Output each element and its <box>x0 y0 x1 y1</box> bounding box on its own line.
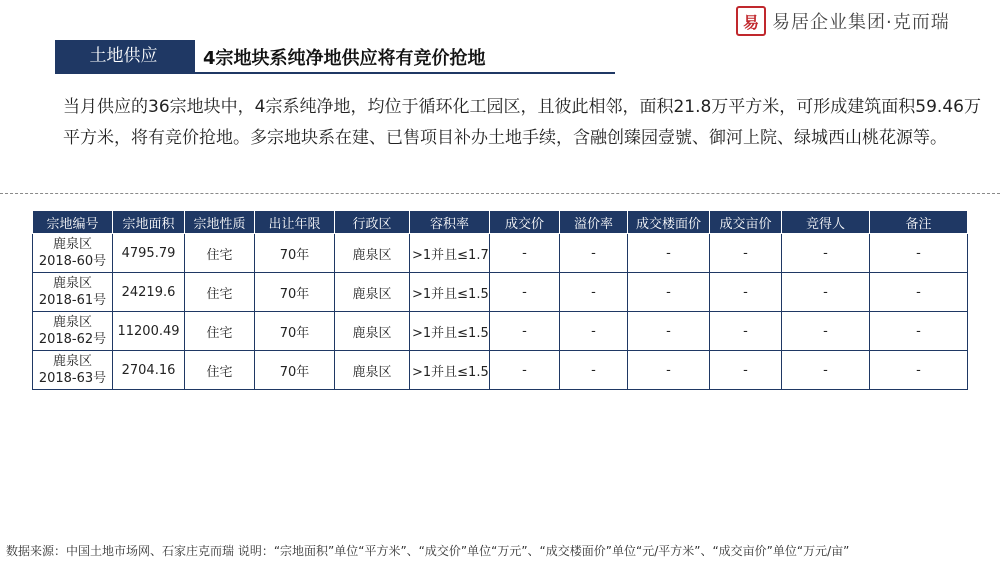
cell-winner: - <box>782 273 870 312</box>
cell-district: 鹿泉区 <box>335 351 410 390</box>
cell-land-use: 住宅 <box>185 234 255 273</box>
parcel-district: 鹿泉区 <box>52 354 92 369</box>
cell-lease-term: 70年 <box>255 351 335 390</box>
parcel-district: 鹿泉区 <box>52 315 92 330</box>
cell-mu-price: - <box>710 234 782 273</box>
cell-remarks: - <box>870 351 968 390</box>
summary-paragraph: 当月供应的36宗地块中，4宗系纯净地，均位于循环化工园区，且彼此相邻，面积21.8万平方米，可形成建筑面积59.46万平方米，将有竞价抢地。多宗地块系在建、已售项目补办土地手续，含融创臻园壹號、御河上院、绿城西山桃花源等。 <box>63 97 981 148</box>
cell-land-use: 住宅 <box>185 351 255 390</box>
cell-parcel-area: 24219.6 <box>113 273 185 312</box>
cell-district: 鹿泉区 <box>335 234 410 273</box>
dashed-divider <box>0 193 1000 194</box>
parcel-number: 2018-60号 <box>38 254 107 269</box>
header-remarks: 备注 <box>870 211 968 234</box>
header-mu-price: 成交亩价 <box>710 211 782 234</box>
table-row <box>33 351 968 390</box>
header-district: 行政区 <box>335 211 410 234</box>
land-supply-table <box>32 210 968 390</box>
cell-remarks: - <box>870 273 968 312</box>
table-row <box>33 312 968 351</box>
heading-divider <box>192 40 195 74</box>
header-plot-ratio: 容积率 <box>410 211 490 234</box>
header-floor-price: 成交楼面价 <box>628 211 710 234</box>
header-winner: 竞得人 <box>782 211 870 234</box>
cell-premium-rate: - <box>560 312 628 351</box>
parcel-district: 鹿泉区 <box>52 276 92 291</box>
parcel-code-cell <box>33 351 113 390</box>
cell-land-use: 住宅 <box>185 312 255 351</box>
cell-plot-ratio: >1并且≤1.5 <box>410 351 490 390</box>
table-header-row <box>33 211 968 234</box>
cell-lease-term: 70年 <box>255 234 335 273</box>
header-lease-term: 出让年限 <box>255 211 335 234</box>
parcel-number: 2018-63号 <box>38 371 107 386</box>
cell-district: 鹿泉区 <box>335 312 410 351</box>
cell-floor-price: - <box>628 273 710 312</box>
cell-mu-price: - <box>710 312 782 351</box>
parcel-code-cell <box>33 234 113 273</box>
table-row <box>33 234 968 273</box>
cell-premium-rate: - <box>560 273 628 312</box>
heading-underline <box>55 72 615 74</box>
section-tag: 土地供应 <box>55 40 192 73</box>
cell-parcel-area: 11200.49 <box>113 312 185 351</box>
cell-floor-price: - <box>628 351 710 390</box>
cell-lease-term: 70年 <box>255 273 335 312</box>
cell-district: 鹿泉区 <box>335 273 410 312</box>
logo-seal-icon: 易 <box>736 6 766 36</box>
parcel-code-cell <box>33 273 113 312</box>
header-deal-price: 成交价 <box>490 211 560 234</box>
cell-plot-ratio: >1并且≤1.5 <box>410 312 490 351</box>
parcel-district: 鹿泉区 <box>52 237 92 252</box>
parcel-code-cell <box>33 312 113 351</box>
cell-remarks: - <box>870 234 968 273</box>
cell-parcel-area: 2704.16 <box>113 351 185 390</box>
parcel-number: 2018-61号 <box>38 293 107 308</box>
header-premium-rate: 溢价率 <box>560 211 628 234</box>
cell-deal-price: - <box>490 312 560 351</box>
cell-premium-rate: - <box>560 351 628 390</box>
table-row <box>33 273 968 312</box>
cell-winner: - <box>782 234 870 273</box>
company-logo <box>736 6 950 36</box>
cell-winner: - <box>782 312 870 351</box>
cell-parcel-area: 4795.79 <box>113 234 185 273</box>
cell-winner: - <box>782 351 870 390</box>
cell-deal-price: - <box>490 234 560 273</box>
cell-floor-price: - <box>628 234 710 273</box>
header-land-use: 宗地性质 <box>185 211 255 234</box>
cell-mu-price: - <box>710 351 782 390</box>
cell-plot-ratio: >1并且≤1.5 <box>410 273 490 312</box>
cell-deal-price: - <box>490 351 560 390</box>
source-footnote: 数据来源：中国土地市场网、石家庄克而瑞 说明：“宗地面积”单位“平方米”、“成交价”单位“万元”、“成交楼面价”单位“元/平方米”、“成交亩价”单位“万元/亩” <box>6 544 850 558</box>
header-parcel-code: 宗地编号 <box>33 211 113 234</box>
cell-land-use: 住宅 <box>185 273 255 312</box>
cell-floor-price: - <box>628 312 710 351</box>
cell-deal-price: - <box>490 273 560 312</box>
header-parcel-area: 宗地面积 <box>113 211 185 234</box>
parcel-number: 2018-62号 <box>38 332 107 347</box>
cell-plot-ratio: >1并且≤1.7 <box>410 234 490 273</box>
cell-mu-price: - <box>710 273 782 312</box>
logo-text: 易居企业集团·克而瑞 <box>772 12 950 33</box>
cell-remarks: - <box>870 312 968 351</box>
cell-lease-term: 70年 <box>255 312 335 351</box>
section-title: 4宗地块系纯净地供应将有竞价抢地 <box>203 48 486 69</box>
cell-premium-rate: - <box>560 234 628 273</box>
